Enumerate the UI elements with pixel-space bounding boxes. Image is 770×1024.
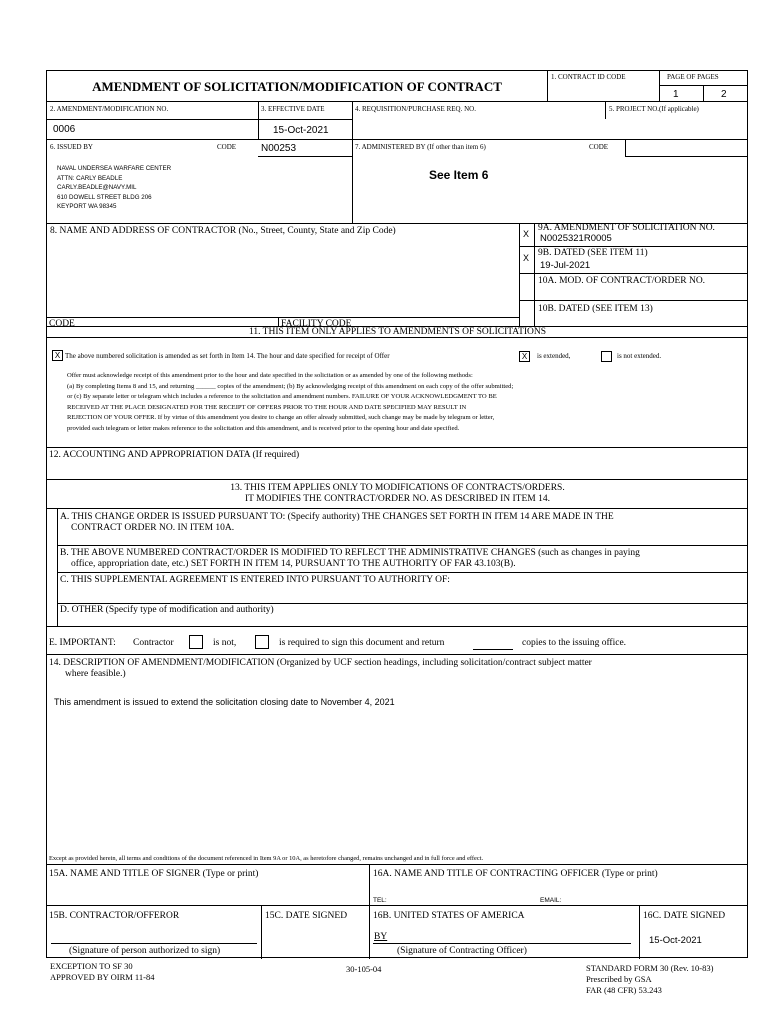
item-13c: C. THIS SUPPLEMENTAL AGREEMENT IS ENTERED INTO PURSUANT TO AUTHORITY OF: [60,575,450,585]
signature-person-caption: (Signature of person authorized to sign) [69,946,221,956]
not-extended-label: is not extended. [617,352,662,360]
administered-by-label: 7. ADMINISTERED BY (If other than item 6) [355,143,486,151]
item-10a-label: 10A. MOD. OF CONTRACT/ORDER NO. [538,276,706,286]
page-of-pages-label: PAGE OF PAGES [667,73,719,81]
contractor-word: Contractor [133,638,174,648]
amendment-no-label: 2. AMENDMENT/MODIFICATION NO. [50,105,169,113]
issued-by-address: NAVAL UNDERSEA WARFARE CENTER ATTN: CARLY BEADLE CARLY.BEADLE@NAVY.MIL 610 DOWELL STREET BLDG 206 KEYPORT WA 98345 [57,165,172,210]
form-title: AMENDMENT OF SOLICITATION/MODIFICATION OF CONTRACT [92,79,502,94]
item-11-title: 11. THIS ITEM ONLY APPLIES TO AMENDMENTS OF SOLICITATIONS [248,327,547,337]
footer-exception: EXCEPTION TO SF 30 APPROVED BY OIRM 11-84 [50,961,155,982]
contract-id-code-label: 1. CONTRACT ID CODE [551,73,626,81]
is-required-label: is required to sign this document and return [279,638,445,648]
extended-checkbox[interactable]: X [519,351,530,362]
issued-code-value: N00253 [261,143,297,154]
item-13a-line-2: CONTRACT ORDER NO. IN ITEM 10A. [71,523,235,533]
footer-standard-form: STANDARD FORM 30 (Rev. 10-83) Prescribed by GSA FAR (48 CFR) 53.243 [586,963,714,995]
requisition-label: 4. REQUISITION/PURCHASE REQ. NO. [355,105,476,113]
item-15b-label: 15B. CONTRACTOR/OFFEROR [49,911,180,921]
project-no-label: 5. PROJECT NO.(If applicable) [609,105,699,113]
issued-code-label: CODE [217,143,237,151]
officer-signature-line[interactable] [373,943,631,944]
amendment-description: This amendment is issued to extend the solicitation closing date to November 4, 2021 [54,697,395,707]
effective-date-label: 3. EFFECTIVE DATE [261,105,325,113]
page-number: 1 [673,89,679,100]
see-item-6: See Item 6 [429,168,489,182]
item-11-amended-text: The above numbered solicitation is amended as set forth in Item 14. The hour and date specified for receipt of Offer [65,352,390,360]
contractor-signature-line[interactable] [51,943,257,944]
item-14-label-1: 14. DESCRIPTION OF AMENDMENT/MODIFICATION (Organized by UCF section headings, including solicitation/contract subject matter [49,658,592,668]
contractor-address-label: 8. NAME AND ADDRESS OF CONTRACTOR (No., Street, County, State and Zip Code) [50,226,396,236]
item-9b-check: X [523,253,530,263]
contractor-is-not-checkbox[interactable] [189,635,203,649]
email-label: EMAIL: [540,897,562,904]
signature-officer-caption: (Signature of Contracting Officer) [397,946,527,956]
item-9a-label: 9A. AMENDMENT OF SOLICITATION NO. [538,223,715,233]
contractor-code-label: CODE [49,319,75,329]
item-14-label-2: where feasible.) [65,669,126,679]
item-9b-label: 9B. DATED (SEE ITEM 11) [538,248,648,258]
item-11-amended-checkbox[interactable]: X [52,350,63,361]
issued-by-label: 6. ISSUED BY [50,143,93,151]
important-label: E. IMPORTANT: [49,638,116,648]
administered-code-label: CODE [589,143,609,151]
item-13d: D. OTHER (Specify type of modification and authority) [60,605,274,615]
facility-code-label: FACILITY CODE [281,319,352,329]
footer-form-number: 30-105-04 [346,964,382,974]
item-15c-label: 15C. DATE SIGNED [265,911,348,921]
sf30-form [46,70,748,958]
item-9a-check: X [523,229,530,239]
item-10b-label: 10B. DATED (SEE ITEM 13) [538,304,653,314]
is-not-label: is not, [213,638,237,648]
amendment-no-value: 0006 [53,124,76,135]
copies-label: copies to the issuing office. [522,638,627,648]
extended-label: is extended, [537,352,571,360]
copies-blank[interactable] [473,649,513,650]
item-9b-value: 19-Jul-2021 [540,260,591,271]
tel-label: TEL: [373,897,387,904]
item-9a-value: N0025321R0005 [540,233,612,244]
item-13b-line-1: B. THE ABOVE NUMBERED CONTRACT/ORDER IS MODIFIED TO REFLECT THE ADMINISTRATIVE CHANGES (such as changes in paying [60,548,640,558]
item-16a-label: 16A. NAME AND TITLE OF CONTRACTING OFFICER (Type or print) [373,869,658,879]
date-16c-value: 15-Oct-2021 [649,935,702,946]
contractor-is-required-checkbox[interactable] [255,635,269,649]
item-16b-label: 16B. UNITED STATES OF AMERICA [373,911,525,921]
item-13-title-2: IT MODIFIES THE CONTRACT/ORDER NO. AS DESCRIBED IN ITEM 14. [245,494,550,504]
item-12-label: 12. ACCOUNTING AND APPROPRIATION DATA (If required) [49,450,300,460]
item-15a-label: 15A. NAME AND TITLE OF SIGNER (Type or print) [49,869,259,879]
item-16c-label: 16C. DATE SIGNED [643,911,726,921]
item-13-title-1: 13. THIS ITEM APPLIES ONLY TO MODIFICATIONS OF CONTRACTS/ORDERS. [230,483,565,493]
total-pages: 2 [721,89,727,100]
not-extended-checkbox[interactable] [601,351,612,362]
terms-unchanged-note: Except as provided herein, all terms and conditions of the document referenced in Item 9A or 10A, as heretofore changed, remains unchanged and in full force and effect. [49,855,484,862]
item-11-instructions: Offer must acknowledge receipt of this amendment prior to the hour and date specified in the solicitation or as amended by one of the following methods: (a) By completing Items 8 and 15, and returning ______ copies of the amendment; (b) By acknowledging receipt of this amendment on each copy of the offer submitted; or (c) By separate letter or telegram which includes a reference to the solicitation and amendment numbers. FAILURE OF YOUR ACKNOWLEDGMENT TO BE RECEIVED AT THE PLACE DESIGNATED FOR THE RECEIPT OF OFFERS PRIOR TO THE HOUR AND DATE SPECIFIED MAY RESULT IN REJECTION OF YOUR OFFER. If by virtue of this amendment you desire to change an offer already submitted, such change may be made by telegram or letter, provided each telegram or letter makes reference to the solicitation and this amendment, and is received prior to the opening hour and date specified. [67,372,514,432]
effective-date-value: 15-Oct-2021 [273,125,329,136]
by-label: BY [374,932,388,942]
item-13a-line-1: A. THIS CHANGE ORDER IS ISSUED PURSUANT TO: (Specify authority) THE CHANGES SET FORTH IN ITEM 14 ARE MADE IN THE [60,512,614,522]
item-13b-line-2: office, appropriation date, etc.) SET FORTH IN ITEM 14, PURSUANT TO THE AUTHORITY OF FAR 43.103(B). [71,559,516,569]
